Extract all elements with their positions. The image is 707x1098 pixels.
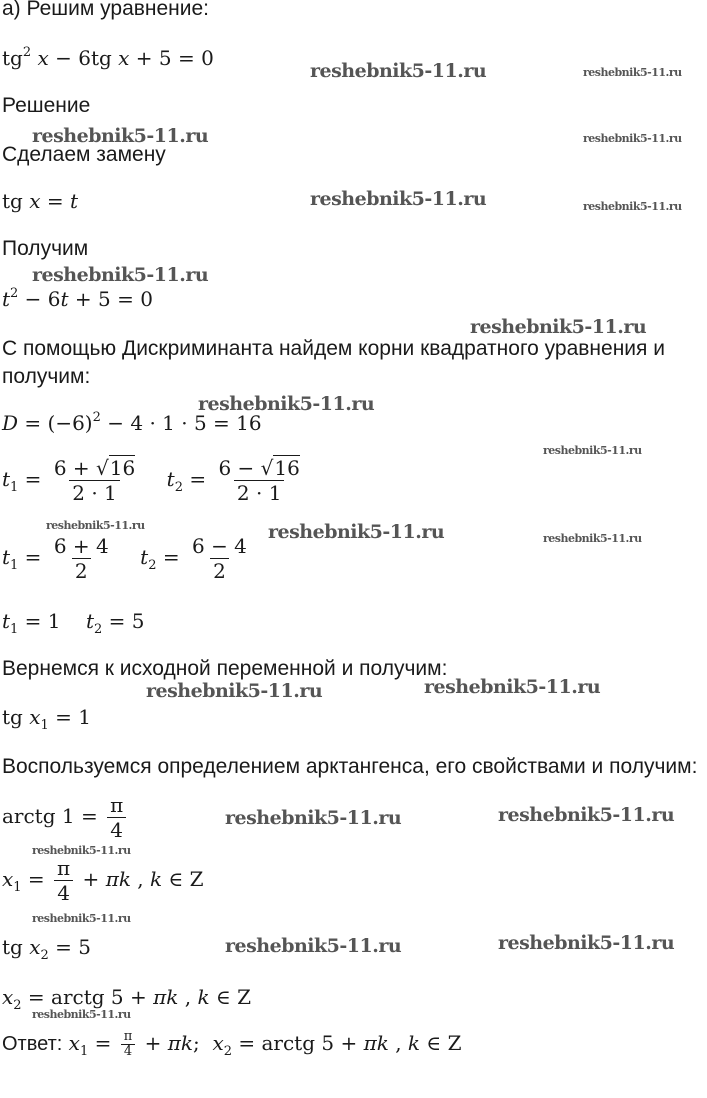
watermark: reshebnik5-11.ru xyxy=(498,932,675,954)
get-label: Получим xyxy=(2,237,89,260)
discriminant-text-2: получим: xyxy=(2,365,91,388)
watermark: reshebnik5-11.ru xyxy=(310,188,487,210)
watermark-small: reshebnik5-11.ru xyxy=(543,444,642,457)
t1-simple-fraction: $\frac{6 + 4}{2}$ xyxy=(53,534,109,583)
watermark: reshebnik5-11.ru xyxy=(310,60,487,82)
watermark-small: reshebnik5-11.ru xyxy=(32,912,131,925)
return-text: Вернемся к исходной переменной и получим: xyxy=(2,657,448,680)
t2-fraction: $\frac{6 - √16}{2 \cdot 1}$ xyxy=(218,456,300,505)
watermark: reshebnik5-11.ru xyxy=(268,521,445,543)
arctan-text: Воспользуемся определением арктангенса, его свойствами и получим: xyxy=(2,755,698,778)
answer-fraction: $\frac{\pi}{4}$ xyxy=(121,1030,136,1059)
pi-over-4-fraction: $\frac{\pi}{4}$ xyxy=(107,793,126,842)
watermark-small: reshebnik5-11.ru xyxy=(32,844,131,857)
watermark-small: reshebnik5-11.ru xyxy=(583,66,682,79)
answer-label: Ответ: xyxy=(2,1033,63,1055)
discriminant-text-1: С помощью Дискриминанта найдем корни квадратного уравнения и xyxy=(2,337,665,360)
substitution-label: Сделаем замену xyxy=(2,143,166,166)
watermark: reshebnik5-11.ru xyxy=(225,807,402,829)
roots-formula: $t_1$ = $\frac{6 + √16}{2 \cdot 1}$ $t_2$ = $\frac{6 - √16}{2 \cdot 1}$ xyxy=(2,456,306,505)
watermark: reshebnik5-11.ru xyxy=(32,125,209,147)
watermark-small: reshebnik5-11.ru xyxy=(543,532,642,545)
x1-fraction: $\frac{\pi}{4}$ xyxy=(54,856,73,905)
watermark-small: reshebnik5-11.ru xyxy=(583,200,682,213)
quadratic-eq: $t^2 - 6t + 5 = 0$ xyxy=(2,286,153,311)
roots-simplified: $t_1$ = $\frac{6 + 4}{2}$ $t_2$ = $\frac{6 - 4}{2}$ xyxy=(2,534,253,583)
solution-label: Решение xyxy=(2,94,91,117)
watermark: reshebnik5-11.ru xyxy=(146,680,323,702)
tg-x1-eq: tg $x_1 = 1$ xyxy=(2,705,91,733)
watermark-small: reshebnik5-11.ru xyxy=(32,1008,131,1021)
t2-simple-fraction: $\frac{6 - 4}{2}$ xyxy=(191,534,247,583)
substitution-eq: tg x = t xyxy=(2,189,79,213)
watermark-small: reshebnik5-11.ru xyxy=(46,519,145,532)
watermark: reshebnik5-11.ru xyxy=(498,804,675,826)
watermark: reshebnik5-11.ru xyxy=(32,264,209,286)
arctg-eq xyxy=(2,793,129,842)
t1-fraction: $\frac{6 + √16}{2 \cdot 1}$ xyxy=(53,456,136,505)
task-heading: а) Решим уравнение: xyxy=(2,0,210,20)
watermark: reshebnik5-11.ru xyxy=(470,316,647,338)
roots-values: $t_1 = 1$ $t_2 = 5$ xyxy=(2,609,145,637)
arctg-left: arctg 1 = xyxy=(2,804,98,828)
tg-x2-eq: tg $x_2 = 5$ xyxy=(2,935,91,963)
discriminant-eq: $D = (-6)^2 - 4 \cdot 1 \cdot 5 = 16$ xyxy=(2,410,262,435)
watermark: reshebnik5-11.ru xyxy=(424,676,601,698)
x1-solution: $x_1$ = $\frac{\pi}{4}$ + πk , k ∈ Z xyxy=(2,856,204,905)
watermark: reshebnik5-11.ru xyxy=(198,393,375,415)
watermark: reshebnik5-11.ru xyxy=(225,935,402,957)
answer-line: Ответ: $x_1$ = $\frac{\pi}{4}$ + πk; $x_2$ = arctg 5 + πk , k ∈ Z xyxy=(2,1029,462,1059)
watermark-small: reshebnik5-11.ru xyxy=(583,132,682,145)
x2-solution: $x_2$ = arctg 5 + πk , k ∈ Z xyxy=(2,985,252,1013)
main-equation: $tg^2$ x − 6tg x + 5 = 0 xyxy=(2,45,214,70)
